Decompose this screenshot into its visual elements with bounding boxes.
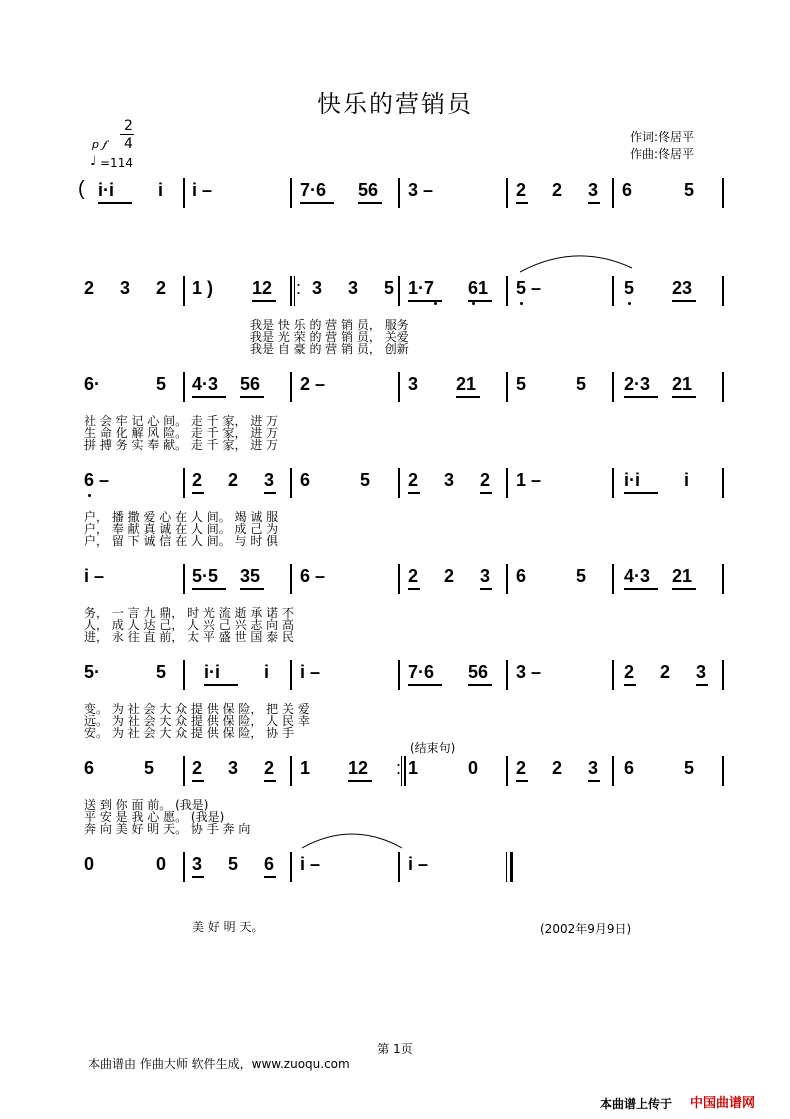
score-row-4: 6 – 2 2 3 6 5 2 3 2 1 – i·i i: [84, 470, 690, 490]
score-row-7: 6 5 2 3 2 1 12 : 1 0 2 2 3 6 5: [84, 758, 695, 778]
lyric-row-3: 社 会 牢 记 心 间。 走 千 家， 进 万 生 命 化 解 风 险。 走 千 家， 进 万 拼 搏 务 实 奉 献。 走 千 家， 进 万: [84, 414, 279, 452]
lyric-row-4: 户， 播 撒 爱 心 在 人 间。 竭 诚 服 户， 奉 献 真 诚 在 人 间。 成 己 为 户， 留 下 诚 信 在 人 间。 与 时 俱: [84, 510, 279, 548]
score-row-2: 2 3 2 1 ) 12 : 3 3 5 1·7 61 5 – 5 23: [84, 278, 693, 298]
score-row-5: i – 5·5 35 6 – 2 2 3 6 5 4·3 21: [84, 566, 693, 586]
slur-arc: [518, 248, 634, 274]
score-row-6: 5· 5 i·i i i – 7·6 56 3 – 2 2 3: [84, 662, 707, 682]
page-title: 快乐的营销员: [317, 90, 473, 118]
lyric-row-7: 送 到 你 面 前。 (我是) 平 安 是 我 心 愿。 (我是) 奔 向 美 好 明 天。 协 手 奔 向: [84, 798, 251, 836]
composition-date: (2002年9月9日): [540, 922, 632, 936]
score-row-3: 6· 5 4·3 56 2 – 3 21 5 5 2·3 21: [84, 374, 693, 394]
composer-credit: 作曲:佟居平: [630, 147, 695, 161]
site-logo: 中国曲谱网: [690, 1096, 756, 1111]
upload-note: 本曲谱上传于: [600, 1097, 673, 1111]
lyric-row-2: 我是 快 乐 的 营 销 员， 服务 我是 光 荣 的 营 销 员， 关爱 我是 自 豪 的 营 销 员， 创新: [250, 318, 409, 356]
meter-bottom: 4: [124, 136, 133, 152]
tempo-value: =114: [100, 156, 133, 170]
lyric-row-8: 美 好 明 天。: [192, 920, 264, 934]
lyricist-credit: 作词:佟居平: [630, 130, 695, 144]
generator-note: 本曲谱由 作曲大师 软件生成，www.zuoqu.com: [88, 1057, 350, 1071]
fine-mark: (结束句): [410, 741, 456, 755]
dynamic-mark: p 𝆑: [92, 138, 107, 151]
meter-top: 2: [124, 118, 133, 134]
note-icon: ♩: [90, 154, 97, 169]
score-row-8: 0 0 3 5 6 i – i –: [84, 854, 429, 874]
lyric-row-5: 务， 一 言 九 鼎， 时 光 流 逝 承 诺 不 人， 成 人 达 己， 人 兴 己 兴 志 向 高 进， 永 往 直 前， 太 平 盛 世 国 泰 民: [84, 606, 294, 644]
score-row-1: ( i·i i i – 7·6 56 3 – 2 2 3 6 5: [78, 178, 695, 200]
tie-arc: [300, 826, 404, 850]
lyric-row-6: 变。 为 社 会 大 众 提 供 保 险， 把 关 爱 远。 为 社 会 大 众 提 供 保 险， 人 民 幸 安。 为 社 会 大 众 提 供 保 险， 协 手: [84, 702, 310, 740]
page-number: 第 1页: [377, 1042, 413, 1056]
